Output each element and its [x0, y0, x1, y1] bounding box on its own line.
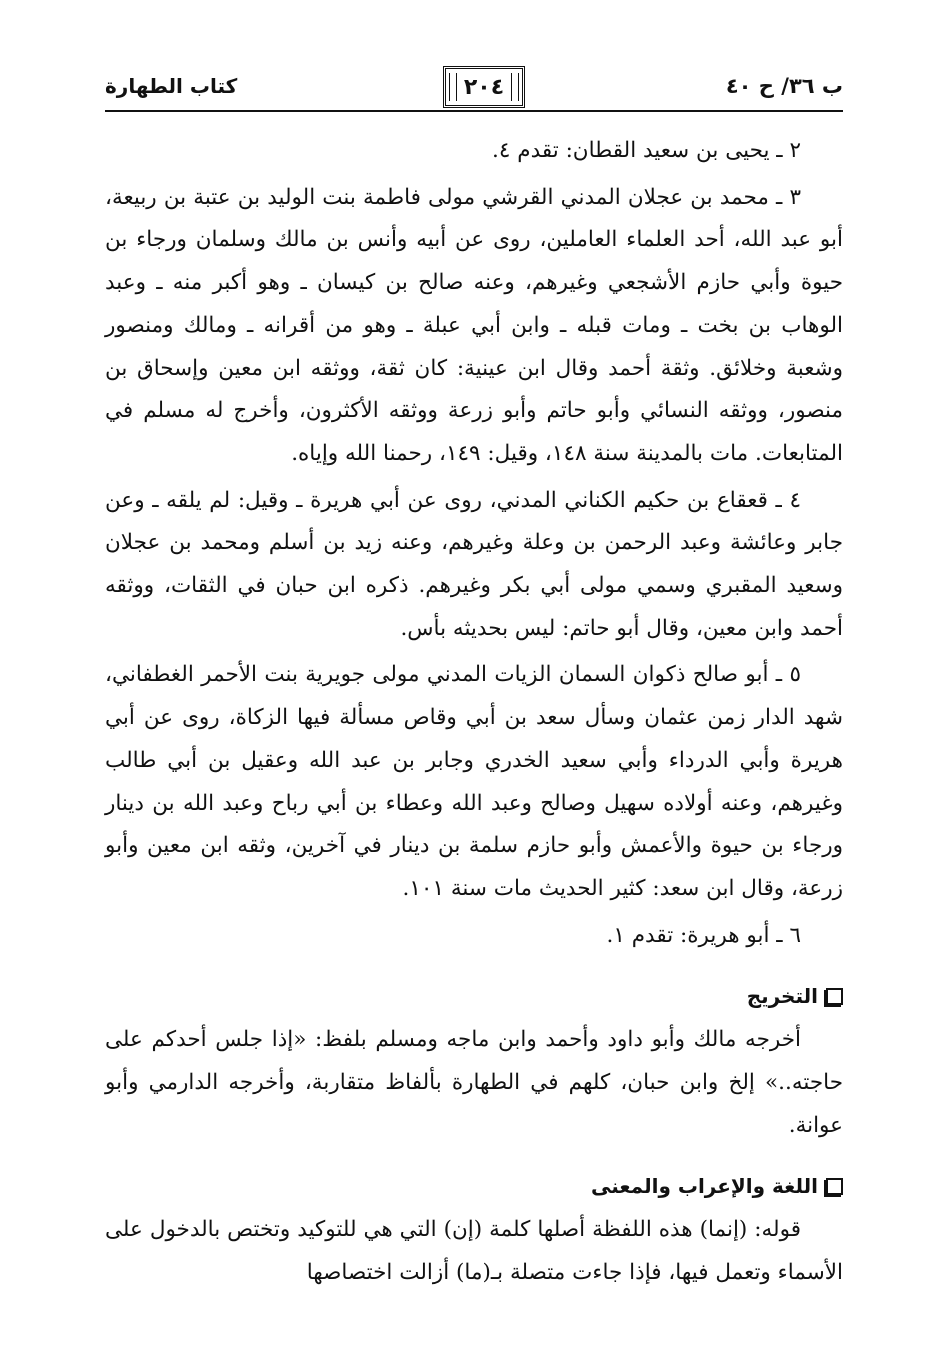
page-number-frame	[443, 66, 525, 108]
takhrij-paragraph: أخرجه مالك وأبو داود وأحمد وابن ماجه ومسلم بلفظ: «إذا جلس أحدكم على حاجته..» إلخ وابن حبان، كلهم في الطهارة بألفاظ متقاربة، وأخرجه الدارمي وأبو عوانة.	[105, 1027, 843, 1138]
section-title: التخريج	[746, 984, 818, 1009]
narrator-4-paragraph: ٤ ـ قعقاع بن حكيم الكناني المدني، روى عن أبي هريرة ـ وقيل: لم يلقه ـ وعن جابر وعائشة وعبد الرحمن بن وعلة وغيرهم، وعنه زيد بن أسلم ومحمد بن عجلان وسعيد المقبري وسمي مولى أبي بكر وغيرهم. ذكره ابن حبان في الثقات، ووثقه أحمد وابن معين، وقال أبو حاتم: ليس بحديثه بأس.	[105, 487, 843, 641]
page-body	[105, 130, 843, 1295]
narrator-2-paragraph: ٢ ـ يحيى بن سعيد القطان: تقدم ٤.	[492, 138, 801, 163]
square-bullet-icon	[826, 1178, 843, 1195]
page-number: ٢٠٤	[463, 74, 505, 100]
narrator-3-paragraph: ٣ ـ محمد بن عجلان المدني القرشي مولى فاطمة بنت الوليد بن عتبة بن ربيعة، أبو عبد الله، أحد العلماء العاملين، روى عن أبيه وأنس بن مالك وسلمان ورجاء بن حيوة وأبي حازم الأشجعي وغيرهم، وعنه صالح بن كيسان ـ وهو أكبر منه ـ وعبد الوهاب بن بخت ـ ومات قبله ـ وابن أبي عبلة ـ وهو من أقرانه ـ ومالك ومنصور وشعبة وخلائق. وثقة أحمد وقال ابن عينية: كان ثقة، ووثقه ابن معين وإسحاق بن منصور، ووثقه النسائي وأبو حاتم وأبو زرعة ووثقه الأكثرون، وأخرج له مسلم في المتابعات. مات بالمدينة سنة ١٤٨، وقيل: ١٤٩، رحمنا الله وإياه.	[105, 184, 843, 466]
page-header	[105, 66, 843, 116]
language-paragraph: قوله: (إنما) هذه اللفظة أصلها كلمة (إن) التي هي للتوكيد وتختص بالدخول على الأسماء وتعمل فيها، فإذا جاءت متصلة بـ(ما) أزالت اختصاصها	[105, 1217, 843, 1286]
section-heading-takhrij	[105, 975, 843, 1017]
hadith-reference: ب ٣٦/ ح ٤٠	[725, 74, 843, 98]
section-heading-language	[105, 1165, 843, 1207]
square-bullet-icon	[826, 988, 843, 1005]
header-rule	[105, 110, 843, 112]
narrator-5-paragraph: ٥ ـ أبو صالح ذكوان السمان الزيات المدني مولى جويرية بنت الأحمر الغطفاني، شهد الدار زمن عثمان وسأل سعد بن أبي وقاص مسألة فيها الزكاة، روى عن أبي هريرة وأبي الدرداء وأبي سعيد الخدري وجابر بن عبد الله وعقيل بن أبي طالب وغيرهم، وعنه أولاده سهيل وصالح وعبد الله وعطاء بن أبي رباح وعبد الله بن دينار ورجاء بن حيوة والأعمش وأبو حازم سلمة بن دينار في آخرين، وثقه ابن معين وأبو زرعة، وقال ابن سعد: كثير الحديث مات سنة ١٠١.	[105, 662, 843, 901]
narrator-6-paragraph: ٦ ـ أبو هريرة: تقدم ١.	[606, 922, 801, 948]
section-title: اللغة والإعراب والمعنى	[590, 1174, 818, 1199]
book-title: كتاب الطهارة	[105, 74, 238, 98]
